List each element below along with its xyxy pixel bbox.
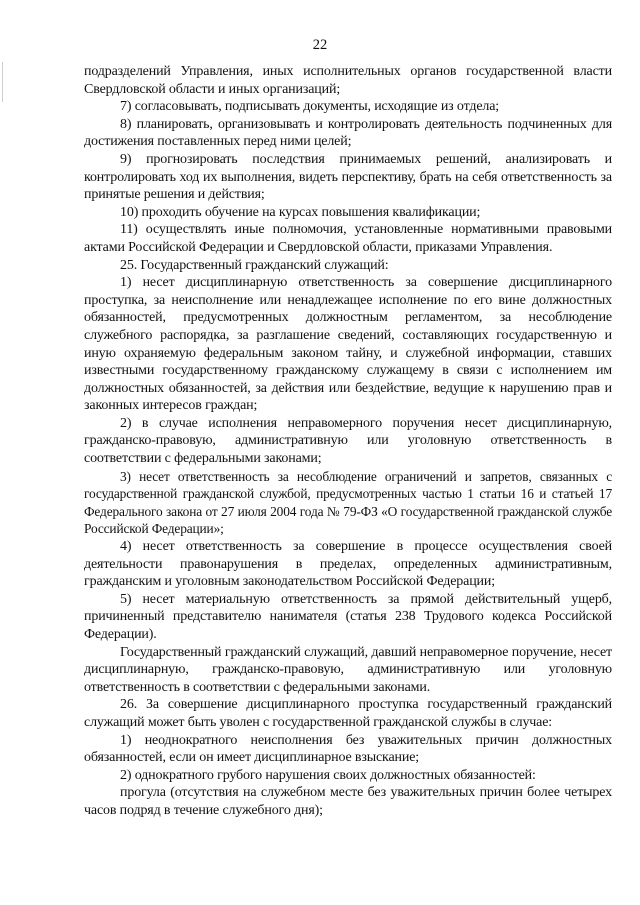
- paragraph-25-item-3: 3) несет ответственность за несоблюдение ограничений и запретов, связанных с государственной гражданской службой, предусмотренных частью 1 статьи 16 и статьей 17 Федерального закона от 27 июля 2004 года № 79-ФЗ «О государственной гражданской службе Российской Федерации»;: [84, 468, 612, 537]
- paragraph-25-item-1: 1) несет дисциплинарную ответственность за совершение дисциплинарного проступка, за неисполнение или ненадлежащее исполнение по его вине должностных обязанностей, предусмотренных должностным регламентом, за несоблюдение служебного распорядка, за разглашение сведений, составляющих государственную и иную охраняемую федеральным законом тайну, и служебной информации, ставших известными государственному гражданскому служащему в связи с исполнением им должностных обязанностей, за действия или бездействие, ведущие к нарушению прав и законных интересов граждан;: [84, 275, 612, 414]
- paragraph-item-8: 8) планировать, организовывать и контролировать деятельность подчиненных для достижения поставленных перед ними целей;: [84, 116, 612, 150]
- paragraph-item-9: 9) прогнозировать последствия принимаемых решений, анализировать и контролировать ход их выполнения, видеть перспективу, брать на себя ответственность за принятые решения и действия;: [84, 151, 612, 203]
- paragraph-25-item-5: 5) несет материальную ответственность за прямой действительный ущерб, причиненный представителю нанимателя (статья 238 Трудового кодекса Российской Федерации).: [84, 591, 612, 642]
- paragraph-absence: прогула (отсутствия на служебном месте без уважительных причин более четырех часов подряд в течение служебного дня);: [84, 785, 612, 818]
- paragraph-26-item-1: 1) неоднократного неисполнения без уважительных причин должностных обязанностей, если он имеет дисциплинарное взыскание;: [84, 732, 612, 766]
- paragraph-26-item-2: 2) однократного грубого нарушения своих должностных обязанностей:: [120, 767, 536, 783]
- page-number: 22: [312, 37, 328, 53]
- paragraph-unlawful-order: Государственный гражданский служащий, давший неправомерное поручение, несет дисциплинарную, гражданско-правовую, административную или уголовную ответственность в соответствии с федеральными законами.: [84, 644, 612, 695]
- scan-edge-mark: [2, 62, 3, 102]
- paragraph-item-7: 7) согласовывать, подписывать документы, исходящие из отдела;: [120, 99, 500, 115]
- section-25-heading: 25. Государственный гражданский служащий:: [120, 257, 389, 273]
- paragraph-25-item-2: 2) в случае исполнения неправомерного поручения несет дисциплинарную, гражданско-правовую, административную или уголовную ответственность в соответствии с федеральными законами;: [84, 415, 612, 467]
- paragraph-item-10: 10) проходить обучение на курсах повышения квалификации;: [120, 204, 481, 220]
- paragraph-25-item-4: 4) несет ответственность за совершение в процессе осуществления своей деятельности правонарушения в пределах, определенных административным, гражданским и уголовным законодательством Российской Федерации;: [84, 539, 612, 590]
- document-body: [84, 63, 612, 820]
- paragraph-continuation: подразделений Управления, иных исполнительных органов государственной власти Свердловской области и иных организаций;: [84, 64, 612, 97]
- section-26-heading: 26. За совершение дисциплинарного проступка государственный гражданский служащий может быть уволен с государственной гражданской службы в случае:: [84, 697, 612, 730]
- paragraph-item-11: 11) осуществлять иные полномочия, установленные нормативными правовыми актами Российской Федерации и Свердловской области, приказами Управления.: [84, 222, 612, 255]
